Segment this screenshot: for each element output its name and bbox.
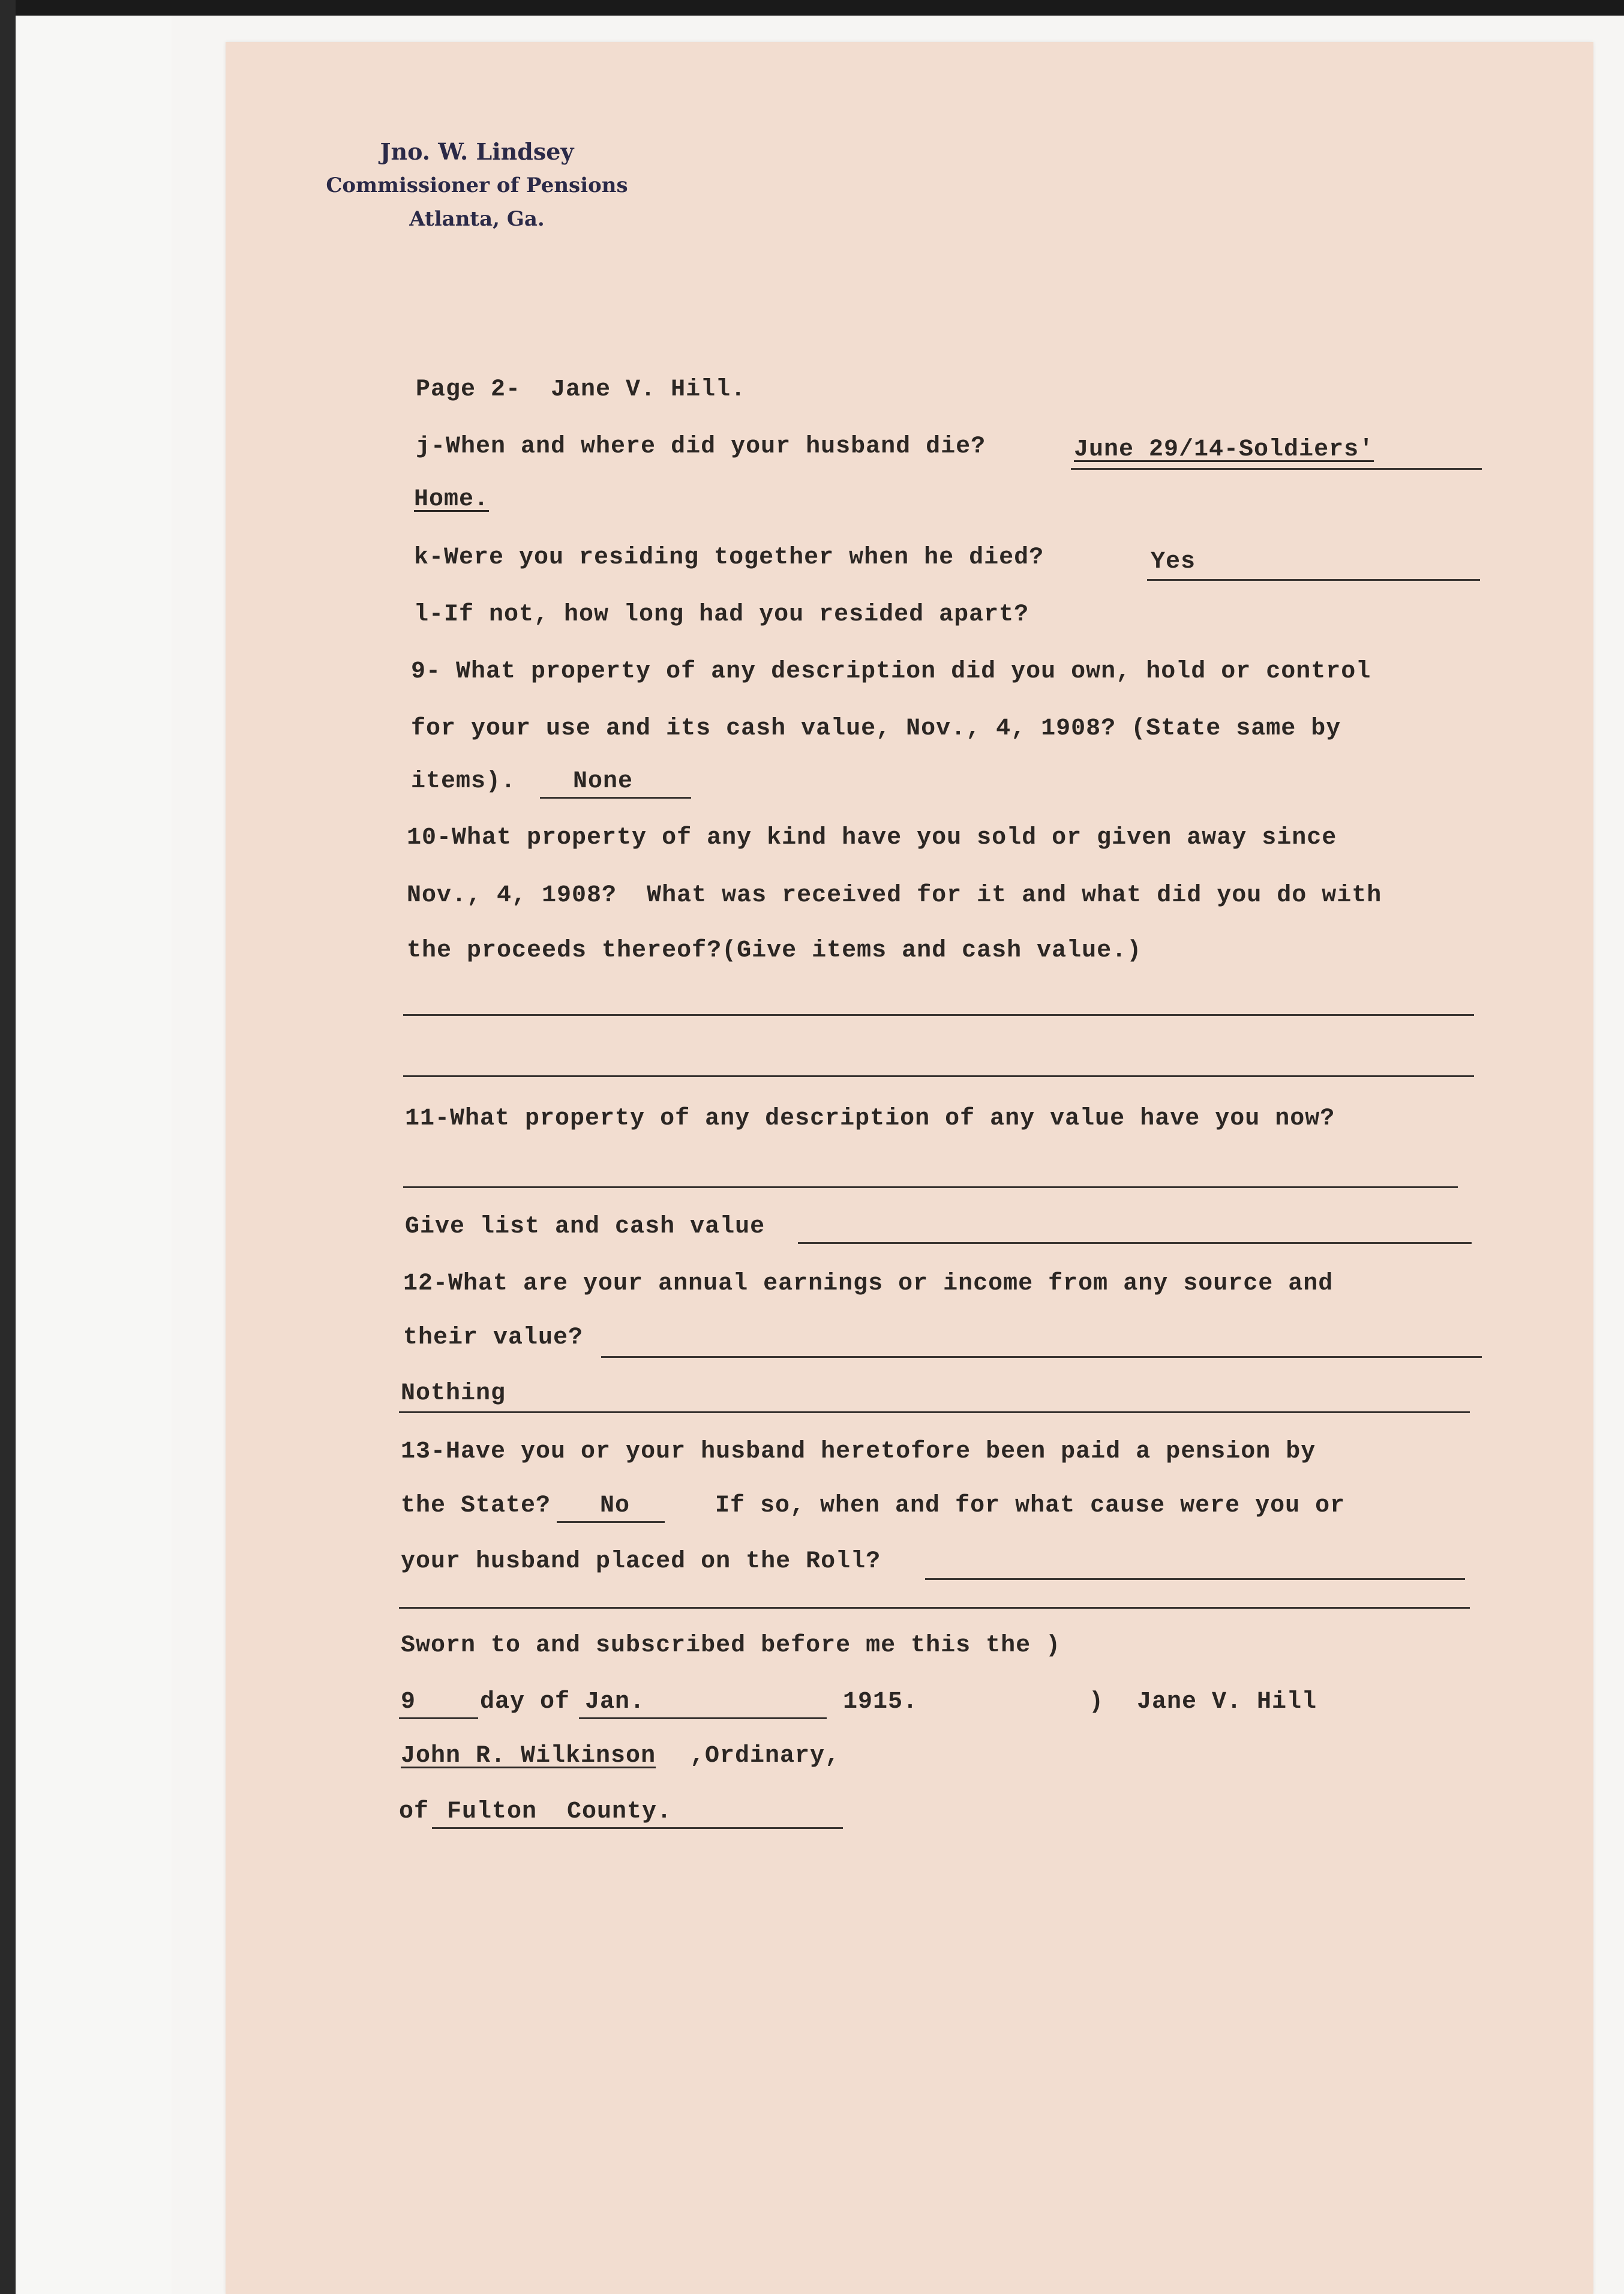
letterhead [321,135,633,236]
oath-signer: Jane V. Hill [1137,1689,1317,1716]
blank-rule-10b [403,1075,1474,1077]
oath-county: Fulton County. [447,1798,673,1825]
blank-rule-13 [925,1578,1465,1580]
answer-k-rule [1147,579,1480,581]
question-12-line1: 12-What are your annual earnings or income from any source and [403,1270,1334,1297]
oath-month: Jan. [585,1689,646,1716]
answer-13: No [600,1492,631,1519]
letterhead-city: Atlanta, Ga. [409,207,545,231]
answer-j-rule [1071,468,1482,470]
blank-rule-11-list [798,1242,1472,1244]
answer-12: Nothing [401,1380,506,1407]
oath-year: 1915. [843,1689,918,1716]
answer-12-rule [399,1411,1470,1413]
answer-j-date-place: June 29/14-Soldiers' [1074,436,1374,463]
official-name: John R. Wilkinson [401,1743,656,1770]
oath-paren: ) [1089,1689,1104,1716]
answer-k: Yes [1151,548,1196,575]
official-title: ,Ordinary, [690,1743,840,1770]
oath-day: 9 [401,1689,416,1716]
letterhead-name: Jno. W. Lindsey [380,138,574,165]
blank-rule-11 [403,1186,1458,1188]
question-12-line2: their value? [403,1324,584,1351]
question-9-line1: 9- What property of any description did you own, hold or control [411,658,1371,685]
oath-line1: Sworn to and subscribed before me this the ) [401,1632,1061,1659]
question-j: j-When and where did your husband die? [416,433,986,460]
question-13-line3: your husband placed on the Roll? [401,1548,881,1575]
question-10-line2: Nov., 4, 1908? What was received for it and what did you do with [407,882,1382,909]
oath-month-rule [579,1717,827,1719]
oath-day-rule [399,1717,478,1719]
blank-rule-10a [403,1014,1474,1016]
scan-margin [16,16,172,2294]
answer-9-rule [540,797,691,799]
answer-j-place-cont: Home. [414,486,490,513]
blank-rule-12 [601,1356,1482,1358]
question-11: 11-What property of any description of any value have you now? [405,1105,1335,1132]
question-11-list: Give list and cash value [405,1213,766,1240]
question-13-line2a: the State? [401,1492,551,1519]
answer-13-rule [557,1521,665,1523]
section-end-rule [399,1607,1470,1609]
oath-of: of [399,1798,430,1825]
answer-9: None [573,768,634,795]
question-10-line3: the proceeds thereof?(Give items and cash value.) [407,937,1142,964]
question-9-line3: items). [411,768,517,795]
question-13-line2b: If so, when and for what cause were you or [715,1492,1346,1519]
question-k: k-Were you residing together when he died? [414,544,1044,571]
question-l: l-If not, how long had you resided apart? [414,601,1029,628]
question-9-line2: for your use and its cash value, Nov., 4, 1908? (State same by [411,715,1341,742]
question-13-line1: 13-Have you or your husband heretofore been paid a pension by [401,1438,1316,1465]
scan-border-top [0,0,1624,16]
oath-day-of: day of [480,1689,571,1716]
question-10-line1: 10-What property of any kind have you sold or given away since [407,824,1337,851]
oath-county-rule [432,1827,843,1829]
letterhead-title: Commissioner of Pensions [326,173,628,197]
page-header: Page 2- Jane V. Hill. [416,376,746,403]
scan-border-left [0,0,16,2294]
